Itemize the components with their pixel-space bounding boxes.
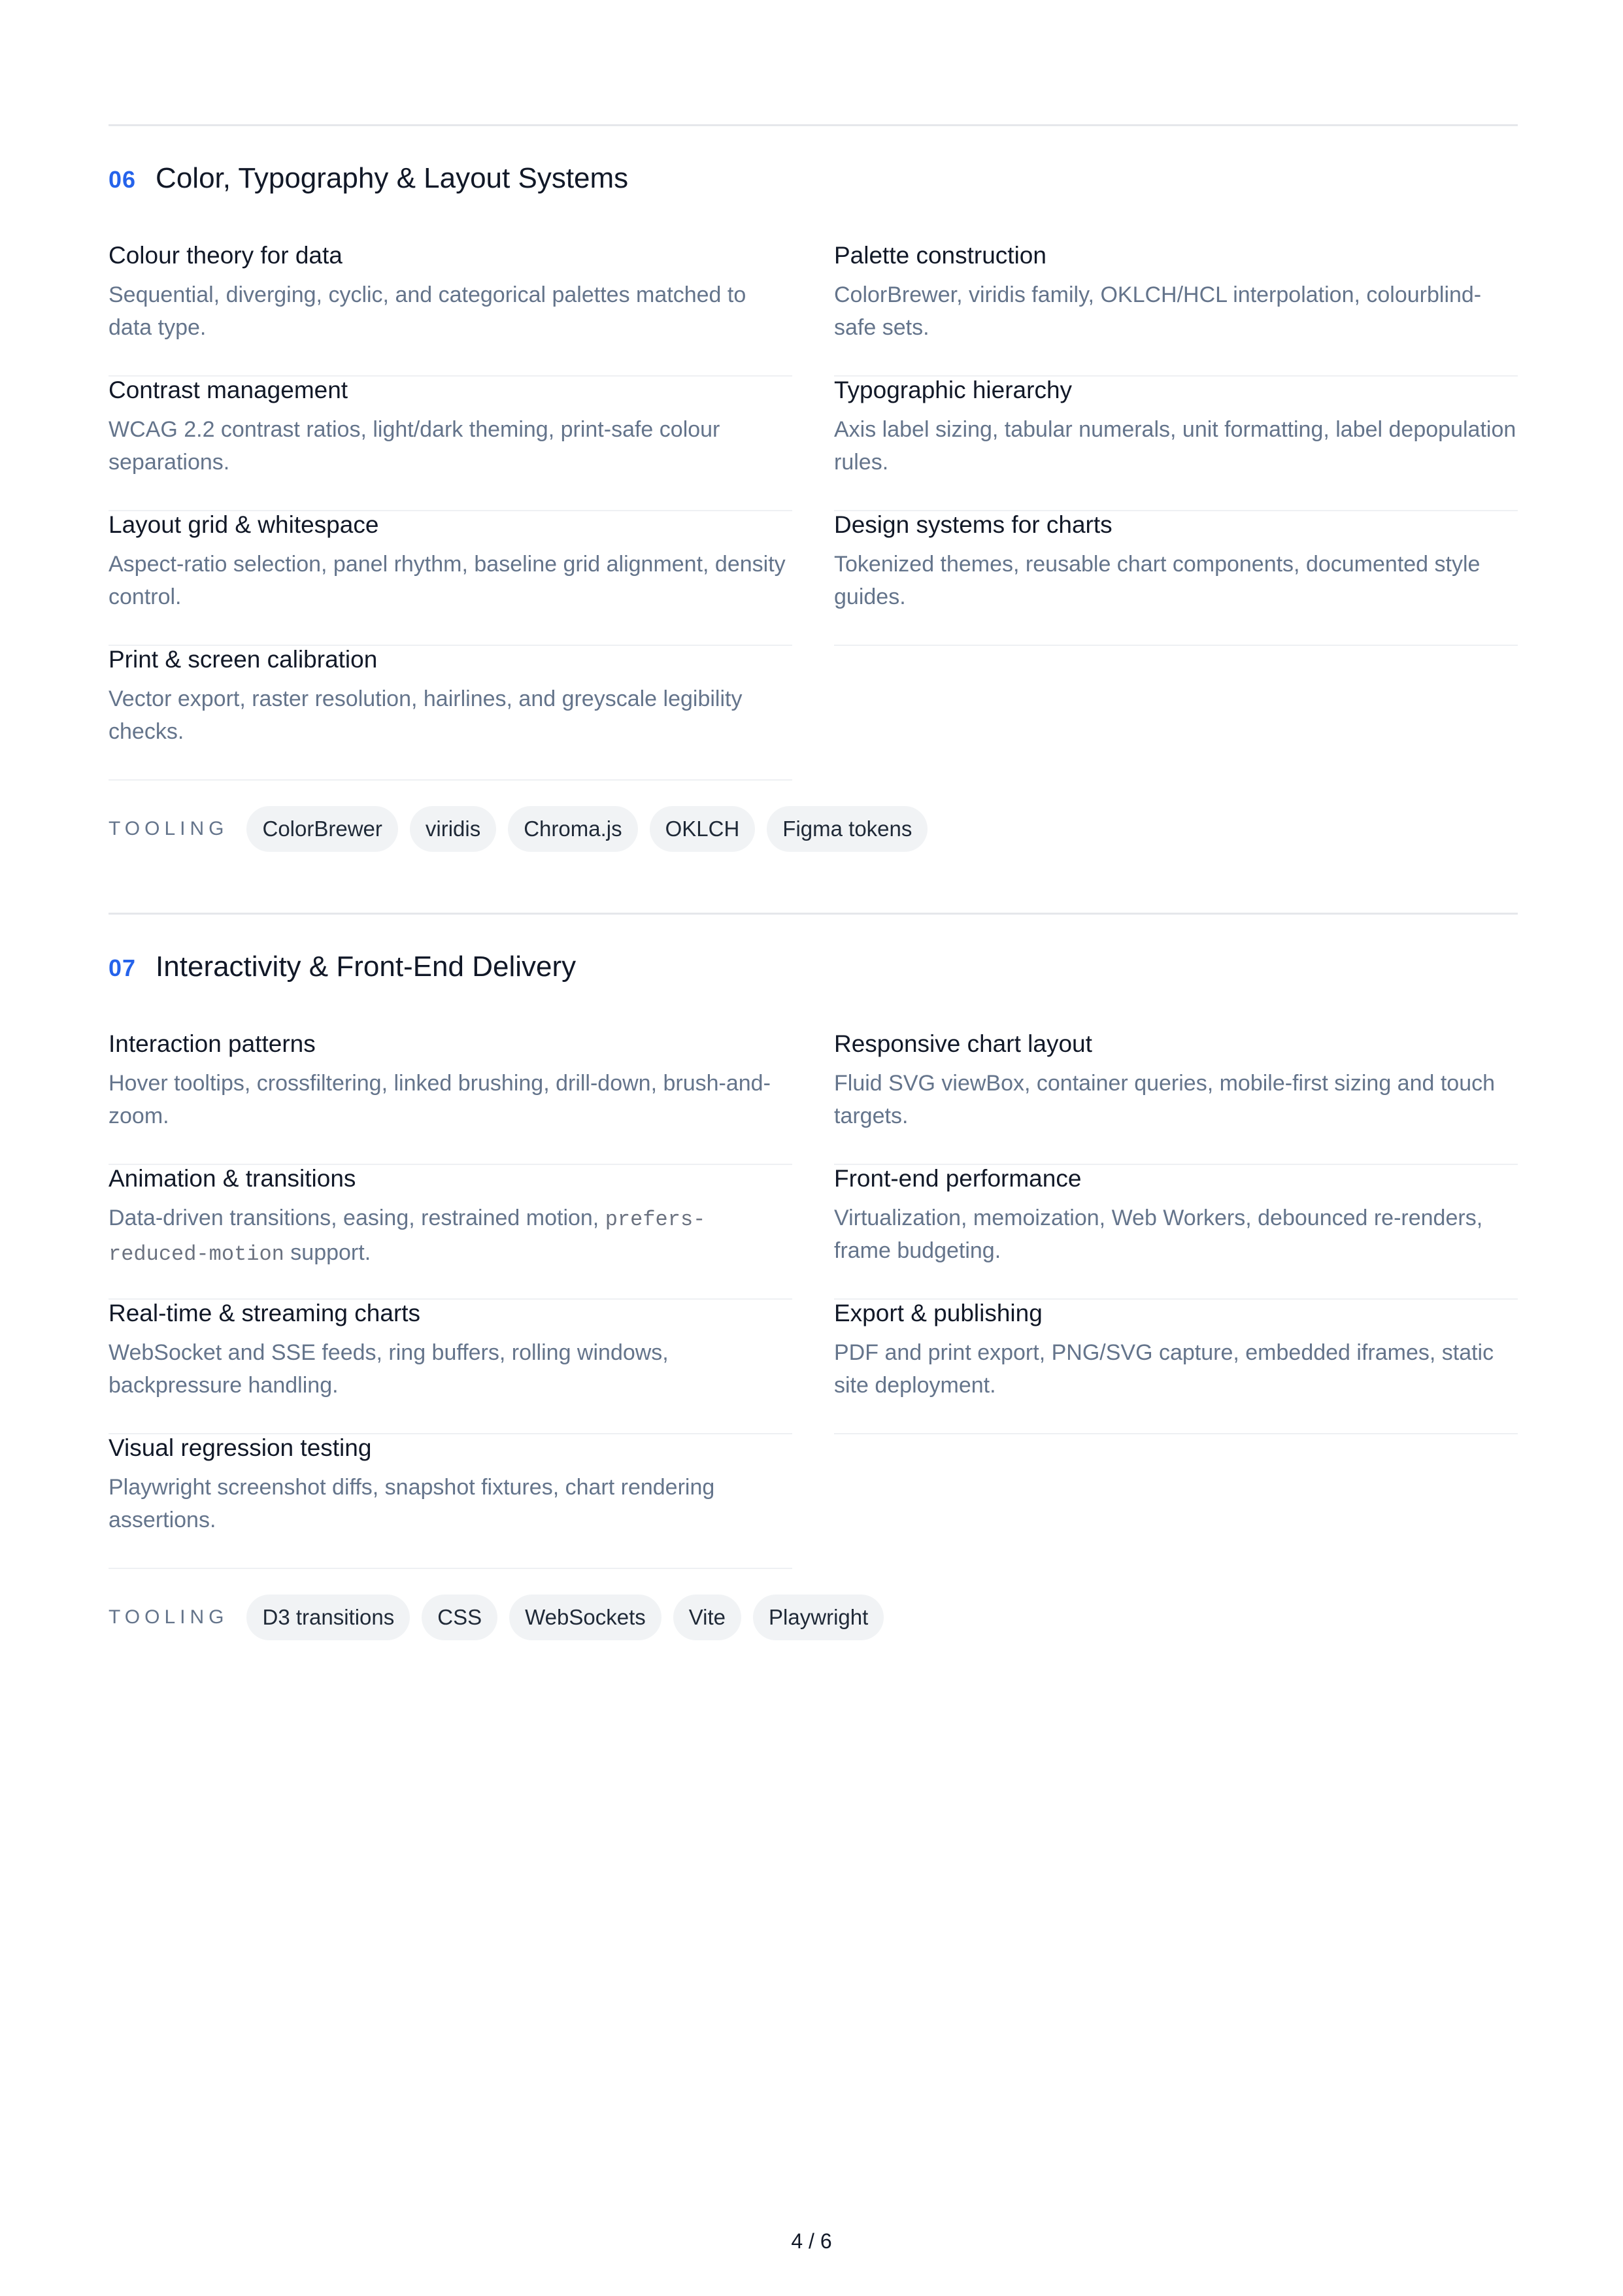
topic-description: Vector export, raster resolution, hairlines, and greyscale legibility checks. bbox=[109, 686, 743, 744]
topic-description: WCAG 2.2 contrast ratios, light/dark theming, print-safe colour separations. bbox=[109, 417, 720, 475]
topic-item bbox=[109, 377, 792, 511]
tooling-row bbox=[109, 1594, 895, 1641]
section-interactivity bbox=[109, 913, 1518, 1645]
topic-item bbox=[109, 1300, 792, 1434]
section-title: Interactivity & Front-End Delivery bbox=[156, 951, 577, 983]
topic-item bbox=[834, 511, 1518, 646]
topic-description: Aspect-ratio selection, panel rhythm, baseline grid alignment, density control. bbox=[109, 552, 786, 609]
topic-description: Tokenized themes, reusable chart components, documented style guides. bbox=[834, 552, 1481, 609]
section-header bbox=[109, 951, 576, 990]
topic-item bbox=[834, 1300, 1518, 1434]
topic-title: Interaction patterns bbox=[109, 1030, 316, 1057]
topic-grid bbox=[109, 242, 1518, 781]
tooling-label: TOOLING bbox=[109, 1606, 229, 1628]
topic-description: Virtualization, memoization, Web Workers, debounced re-renders, frame budgeting. bbox=[834, 1206, 1483, 1263]
tool-chip: Chroma.js bbox=[508, 806, 637, 852]
topic-item bbox=[109, 511, 792, 646]
topic-item bbox=[834, 242, 1518, 377]
topic-title: Export & publishing bbox=[834, 1300, 1043, 1326]
topic-divider bbox=[109, 779, 792, 781]
topic-item bbox=[109, 1030, 792, 1165]
topic-item bbox=[834, 1030, 1518, 1165]
page-number: 4 / 6 bbox=[791, 2229, 832, 2253]
section-divider bbox=[109, 913, 1518, 915]
tool-chip: ColorBrewer bbox=[246, 806, 397, 852]
topic-description: Fluid SVG viewBox, container queries, mobile-first sizing and touch targets. bbox=[834, 1071, 1496, 1128]
topic-divider bbox=[109, 1568, 792, 1569]
topic-item bbox=[834, 377, 1518, 511]
tool-chip: viridis bbox=[410, 806, 496, 852]
topic-description: PDF and print export, PNG/SVG capture, embedded iframes, static site deployment. bbox=[834, 1340, 1494, 1398]
topic-description: Playwright screenshot diffs, snapshot fixtures, chart rendering assertions. bbox=[109, 1475, 715, 1532]
topic-title: Animation & transitions bbox=[109, 1165, 356, 1192]
section-number: 06 bbox=[109, 166, 137, 193]
tool-chip: CSS bbox=[422, 1595, 497, 1640]
tool-chip: Playwright bbox=[753, 1595, 884, 1640]
topic-description bbox=[109, 1202, 792, 1271]
section-number: 07 bbox=[109, 954, 137, 981]
topic-title: Layout grid & whitespace bbox=[109, 511, 379, 538]
tool-chip: OKLCH bbox=[650, 806, 756, 852]
topic-item bbox=[109, 1165, 792, 1300]
topic-description: Axis label sizing, tabular numerals, unit formatting, label depopulation rules. bbox=[834, 417, 1516, 475]
topic-title: Typographic hierarchy bbox=[834, 377, 1073, 403]
topic-description: Hover tooltips, crossfiltering, linked brushing, drill-down, brush-and-zoom. bbox=[109, 1071, 771, 1128]
topic-item bbox=[109, 646, 792, 781]
topic-title: Responsive chart layout bbox=[834, 1030, 1092, 1057]
topic-title: Palette construction bbox=[834, 242, 1046, 269]
topic-title: Visual regression testing bbox=[109, 1434, 372, 1461]
topic-description: ColorBrewer, viridis family, OKLCH/HCL interpolation, colourblind-safe sets. bbox=[834, 282, 1482, 340]
code-snippet: prefers-reduced-motion bbox=[109, 1207, 706, 1266]
section-title: Color, Typography & Layout Systems bbox=[156, 162, 629, 194]
topic-title: Contrast management bbox=[109, 377, 348, 403]
topic-item bbox=[109, 242, 792, 377]
topic-title: Colour theory for data bbox=[109, 242, 343, 269]
tool-chip: Figma tokens bbox=[767, 806, 928, 852]
topic-title: Print & screen calibration bbox=[109, 646, 378, 673]
section-header bbox=[109, 162, 628, 201]
topic-description: WebSocket and SSE feeds, ring buffers, rolling windows, backpressure handling. bbox=[109, 1340, 669, 1398]
tooling-label: TOOLING bbox=[109, 818, 229, 839]
topic-divider bbox=[834, 1433, 1518, 1434]
topic-divider bbox=[834, 645, 1518, 646]
topic-description: Sequential, diverging, cyclic, and categorical palettes matched to data type. bbox=[109, 282, 746, 340]
topic-description-text: Data-driven transitions, easing, restrained motion, bbox=[109, 1206, 605, 1230]
tool-chip: Vite bbox=[673, 1595, 741, 1640]
topic-title: Front-end performance bbox=[834, 1165, 1082, 1192]
topic-title: Design systems for charts bbox=[834, 511, 1113, 538]
tool-chip: D3 transitions bbox=[246, 1595, 410, 1640]
topic-description-text: support. bbox=[284, 1240, 371, 1265]
topic-title: Real-time & streaming charts bbox=[109, 1300, 421, 1326]
tool-chip: WebSockets bbox=[509, 1595, 661, 1640]
topic-item bbox=[109, 1434, 792, 1569]
tooling-row bbox=[109, 805, 939, 853]
topic-item bbox=[834, 1165, 1518, 1300]
topic-grid bbox=[109, 1030, 1518, 1569]
section-color-typography bbox=[109, 124, 1518, 856]
section-divider bbox=[109, 124, 1518, 126]
